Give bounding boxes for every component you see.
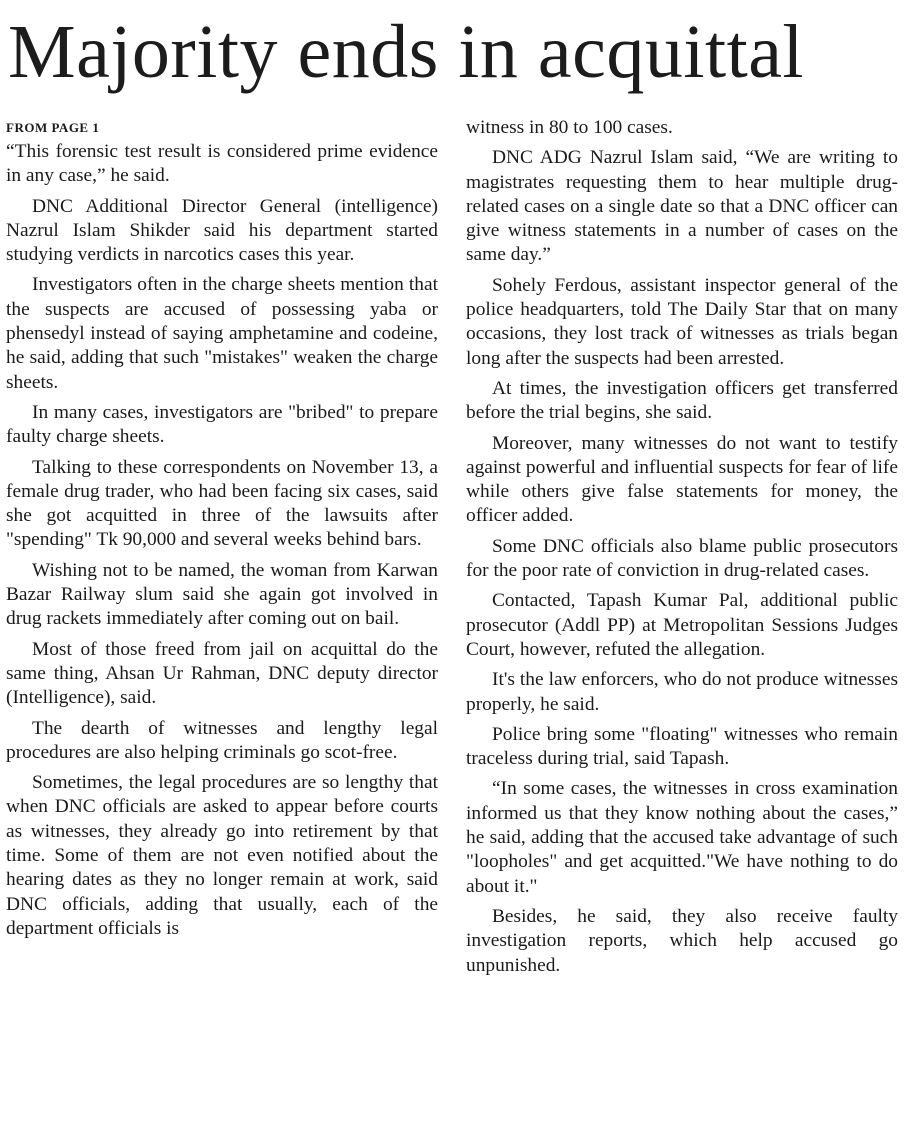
paragraph: witness in 80 to 100 cases. [466, 117, 673, 138]
article-body [6, 116, 898, 1140]
paragraph: DNC Additional Director General (intelligence) Nazrul Islam Shikder said his department started studying verdicts in narcotics cases this year. [6, 195, 438, 266]
paragraph: “This forensic test result is considered prime evidence in any case,” he said. [6, 141, 438, 187]
paragraph: DNC ADG Nazrul Islam said, “We are writing to magistrates requesting them to hear multiple drug-related cases on a single date so that a DNC officer can give witness statements in a number of cases on the same day.” [466, 147, 898, 266]
paragraph: Most of those freed from jail on acquittal do the same thing, Ahsan Ur Rahman, DNC deputy director (Intelligence), said. [6, 638, 438, 709]
paragraph: Investigators often in the charge sheets mention that the suspects are accused of possessing yaba or phensedyl instead of saying amphetamine and codeine, he said, adding that such "mistakes" weaken the charge sheets. [6, 274, 438, 393]
paragraph: Moreover, many witnesses do not want to testify against powerful and influential suspects for fear of life while others give false statements for money, the officer added. [466, 432, 898, 527]
paragraph: Police bring some "floating" witnesses who remain traceless during trial, said Tapash. [466, 723, 898, 770]
paragraph: It's the law enforcers, who do not produce witnesses properly, he said. [466, 669, 898, 715]
paragraph: Contacted, Tapash Kumar Pal, additional public prosecutor (Addl PP) at Metropolitan Sessions Judges Court, however, refuted the allegation. [466, 590, 898, 660]
paragraph: “In some cases, the witnesses in cross examination informed us that they know nothing about the cases,” he said, adding that the accused take advantage of such "loopholes" and get acquitted."We have nothing to do about it." [466, 778, 898, 897]
paragraph: Talking to these correspondents on November 13, a female drug trader, who had been facing six cases, said she got acquitted in three of the lawsuits after "spending" Tk 90,000 and several weeks behind bars. [6, 456, 438, 551]
paragraph: Sometimes, the legal procedures are so lengthy that when DNC officials are asked to appear before courts as witnesses, they already go into retirement by that time. Some of them are not even notified about the hearing dates as they no longer remain at work, said DNC officials, adding that usually, each of the department officials is [6, 772, 438, 939]
paragraph: Wishing not to be named, the woman from Karwan Bazar Railway slum said she again got involved in drug rackets immediately after coming out on bail. [6, 559, 438, 630]
paragraph: At times, the investigation officers get transferred before the trial begins, she said. [466, 377, 898, 424]
paragraph: Besides, he said, they also receive faulty investigation reports, which help accused go unpunished. [466, 905, 898, 976]
paragraph: In many cases, investigators are "bribed" to prepare faulty charge sheets. [6, 401, 438, 448]
paragraph: Sohely Ferdous, assistant inspector general of the police headquarters, told The Daily Star that on many occasions, they lost track of witnesses as trials began long after the suspects had been arrested. [466, 274, 898, 369]
paragraph: Some DNC officials also blame public prosecutors for the poor rate of conviction in drug-related cases. [466, 535, 898, 582]
column-right [466, 116, 898, 1140]
headline: Majority ends in acquittal [8, 10, 805, 94]
continuation-kicker: FROM PAGE 1 [6, 120, 100, 135]
paragraph: The dearth of witnesses and lengthy legal procedures are also helping criminals go scot-free. [6, 717, 438, 763]
column-left [6, 116, 438, 1140]
